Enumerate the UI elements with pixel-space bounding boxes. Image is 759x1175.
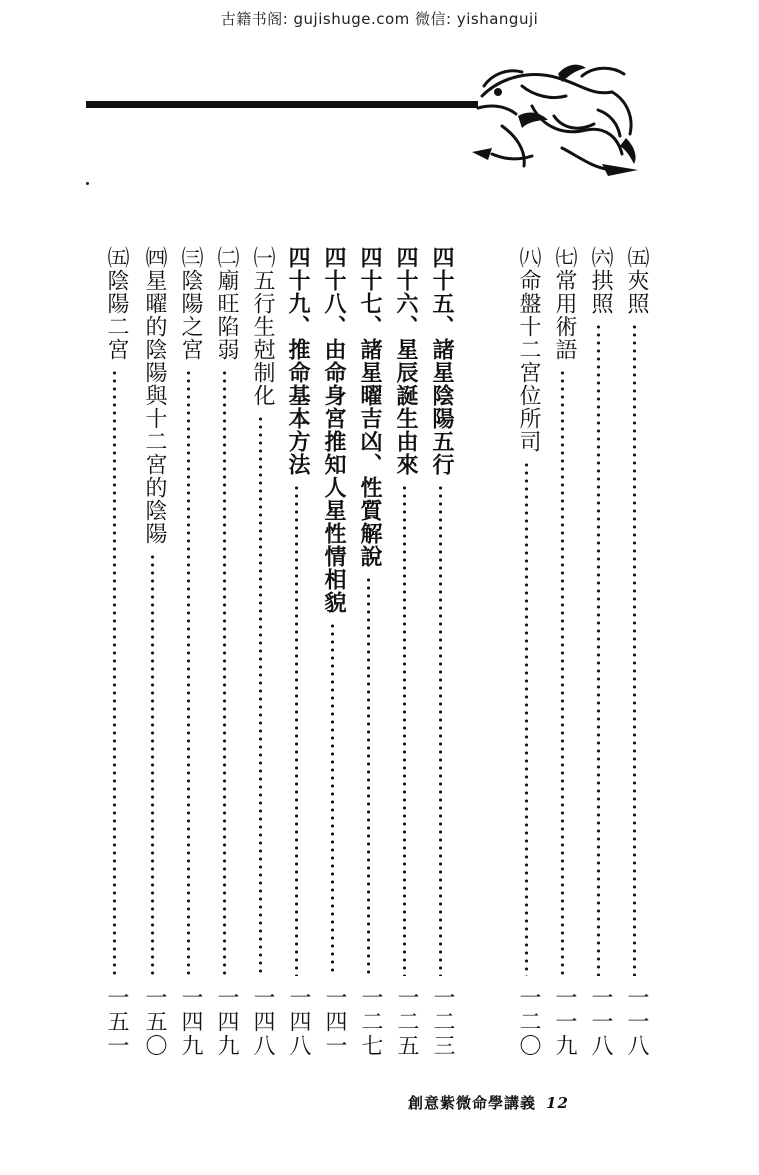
page-footer [408,1092,658,1113]
toc-entry [210,246,240,1058]
toc-entry-title: 四十六、星辰誕生由來 [393,246,419,476]
toc-entry [174,246,204,1058]
toc-entry-page: 一一九 [552,986,577,1058]
toc-entry-page: 一五〇 [142,986,167,1058]
toc-entry-page: 一二五 [394,986,419,1058]
toc-entry-title: ㈣星曜的陰陽與十二宮的陰陽 [142,246,167,545]
toc-entry-title: ㈧命盤十二宮位所司 [516,246,541,453]
toc-entry-page: 一二〇 [516,986,541,1058]
toc-entry-title: ㈠五行生尅制化 [250,246,275,407]
toc-leader-dots [186,369,191,976]
toc-entry [548,246,578,1058]
toc-entry-page: 一四八 [250,986,275,1058]
toc-entry [354,246,384,1058]
toc-entry-title: 四十七、諸星曜吉凶、性質解說 [357,246,383,568]
toc-entry-page: 一四一 [322,986,347,1058]
toc-entry-page: 一四八 [286,986,311,1058]
toc-entry-title: ㈦常用術語 [552,246,577,361]
toc-entry-page: 一二七 [358,986,383,1058]
toc-leader-dots [222,369,227,976]
toc-leader-dots [632,323,637,976]
watermark-text: 古籍书阁: gujishuge.com 微信: yishanguji [220,10,539,28]
header-rule [86,101,478,108]
toc-leader-dots [402,484,407,976]
toc-leader-dots [560,369,565,976]
toc-entry-page: 一四九 [178,986,203,1058]
toc-entry [100,246,130,1058]
book-title: 創意紫微命學講義 [408,1094,537,1112]
toc-entry [318,246,348,1058]
dragon-ornament-icon [462,56,646,180]
toc-leader-dots [524,461,529,976]
toc-entry [282,246,312,1058]
toc-entry-title: ㈥拱照 [588,246,613,315]
toc-leader-dots [366,576,371,976]
toc-entry-title: ㈤陰陽二宮 [104,246,129,361]
page-number: 12 [546,1094,569,1112]
toc-entry-page: 一一八 [624,986,649,1058]
toc-entry-page: 一二三 [430,986,455,1058]
toc-leader-dots [150,553,155,976]
toc-entry-page: 一五一 [104,986,129,1058]
toc-leader-dots [330,622,335,976]
toc-entry-page: 一一八 [588,986,613,1058]
toc-entry [512,246,542,1058]
toc-entry [620,246,650,1058]
toc-entry-title: ㈡廟旺陷弱 [214,246,239,361]
toc-entry [390,246,420,1058]
toc-entry [426,246,456,1058]
toc-leader-dots [294,484,299,976]
toc-entry-title: ㈢陰陽之宮 [178,246,203,361]
toc-entry-title: 四十九、推命基本方法 [285,246,311,476]
toc-leader-dots [596,323,601,976]
page-speck [86,182,89,185]
toc-entry-title: ㈤夾照 [624,246,649,315]
toc-leader-dots [112,369,117,976]
toc-entry [246,246,276,1058]
toc-entry-page: 一四九 [214,986,239,1058]
toc-leader-dots [438,484,443,976]
toc-leader-dots [258,415,263,976]
toc-entry [138,246,168,1058]
toc-entry-title: 四十五、諸星陰陽五行 [429,246,455,476]
toc-entry [584,246,614,1058]
toc-entry-title: 四十八、由命身宮推知人星性情相貌 [321,246,347,614]
